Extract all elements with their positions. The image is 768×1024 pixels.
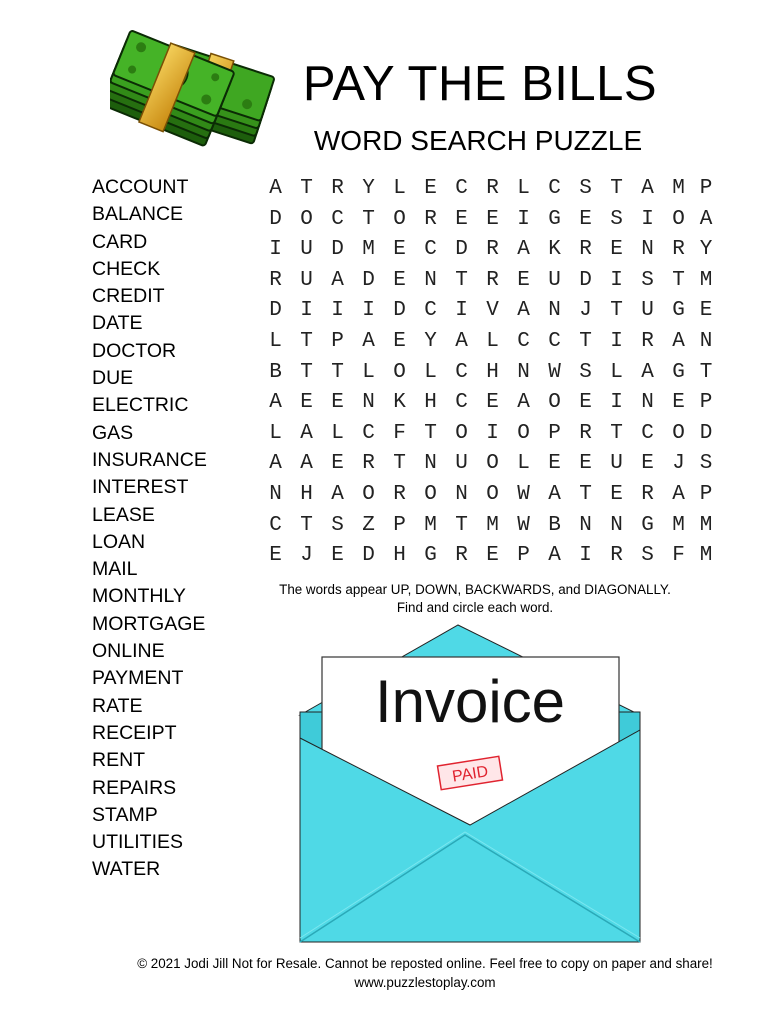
grid-letter[interactable]: D [362,268,375,292]
grid-letter[interactable]: C [455,177,468,200]
grid-letter[interactable]: E [300,391,313,415]
grid-letter[interactable]: A [269,452,282,476]
grid-row [260,296,718,327]
grid-letter[interactable]: I [300,299,313,323]
word-list-item: MAIL [92,558,138,581]
word-list-item: LEASE [92,503,155,526]
grid-letter[interactable]: D [455,238,468,262]
grid-letter[interactable]: L [362,360,375,384]
instructions-line-1: The words appear UP, DOWN, BACKWARDS, and DIAGONALLY. [279,582,671,597]
grid-letter[interactable]: O [393,360,406,384]
grid-letter[interactable]: A [672,329,685,353]
grid-letter[interactable]: R [610,544,623,568]
grid-letter[interactable]: W [548,360,561,384]
grid-row [260,174,718,205]
grid-letter[interactable]: S [699,452,713,476]
grid-letter[interactable]: R [269,268,282,292]
grid-letter[interactable]: N [424,452,437,476]
grid-letter[interactable]: A [517,391,530,415]
grid-letter[interactable]: L [517,177,530,200]
grid-letter[interactable]: L [517,452,530,476]
word-list-item: WATER [92,858,161,881]
grid-letter[interactable]: L [610,360,623,384]
word-list-item: INSURANCE [92,448,207,471]
grid-letter[interactable]: T [424,421,437,445]
grid-letter[interactable]: L [486,329,499,353]
grid-letter[interactable]: M [699,513,713,537]
grid-letter[interactable]: U [548,268,561,292]
grid-letter[interactable]: T [393,452,406,476]
grid-row [260,388,718,419]
letter-grid [260,174,718,572]
grid-letter[interactable]: R [486,238,499,262]
grid-letter[interactable]: C [424,299,437,323]
grid-letter[interactable]: I [517,207,530,231]
grid-row [260,235,718,266]
grid-letter[interactable]: G [641,513,654,537]
word-list-item: RECEIPT [92,721,177,744]
grid-letter[interactable]: E [610,238,623,262]
grid-letter[interactable]: M [672,177,685,200]
grid-letter[interactable]: J [300,544,313,568]
grid-letter[interactable]: E [486,544,499,568]
grid-letter[interactable]: K [548,238,561,262]
grid-letter[interactable]: T [699,360,713,384]
grid-row [260,327,718,358]
grid-letter[interactable]: R [641,482,654,506]
grid-letter[interactable]: B [269,360,282,384]
word-list-item: DOCTOR [92,339,177,362]
grid-letter[interactable]: O [486,452,499,476]
word-list-item: ELECTRIC [92,394,189,417]
copyright-notice: © 2021 Jodi Jill Not for Resale. Cannot be reposted online. Feel free to copy on paper and share! [137,956,713,971]
grid-letter[interactable]: I [486,421,499,445]
grid-letter[interactable]: R [579,421,592,445]
grid-letter[interactable]: M [699,268,713,292]
grid-letter[interactable]: C [548,329,561,353]
grid-letter[interactable]: Y [362,177,375,200]
word-list-item: DUE [92,367,134,390]
word-list-item: CHECK [92,257,161,280]
grid-letter[interactable]: D [362,544,375,568]
word-list-item: REPAIRS [92,776,177,799]
grid-letter[interactable]: E [455,207,468,231]
word-list-item: GAS [92,421,134,444]
grid-letter[interactable]: S [579,177,592,200]
grid-letter[interactable]: M [672,513,685,537]
grid-letter[interactable]: A [548,482,561,506]
grid-letter[interactable]: L [331,421,344,445]
word-list-item: ACCOUNT [92,176,189,198]
word-list-item: ONLINE [92,640,165,663]
grid-letter[interactable]: J [579,299,592,323]
grid-letter[interactable]: R [672,238,685,262]
grid-letter[interactable]: N [362,391,375,415]
grid-letter[interactable]: D [699,421,713,445]
grid-letter[interactable]: A [331,482,344,506]
grid-letter[interactable]: O [300,207,313,231]
grid-letter[interactable]: L [393,177,406,200]
grid-letter[interactable]: A [699,207,713,231]
grid-row [260,449,718,480]
grid-letter[interactable]: E [393,268,406,292]
grid-letter[interactable]: T [579,482,592,506]
word-list-item: BALANCE [92,203,184,226]
grid-letter[interactable]: R [455,544,468,568]
grid-letter[interactable]: F [672,544,685,568]
grid-letter[interactable]: I [579,544,592,568]
word-list-item: PAYMENT [92,667,184,690]
grid-letter[interactable]: Y [699,238,713,262]
envelope-invoice-illustration [295,620,645,945]
grid-letter[interactable]: O [424,482,437,506]
grid-letter[interactable]: A [269,177,282,200]
instructions [230,581,720,617]
word-list [92,174,207,884]
grid-letter[interactable]: P [548,421,561,445]
grid-letter[interactable]: R [641,329,654,353]
grid-row [260,480,718,511]
grid-letter[interactable]: P [699,391,713,415]
grid-letter[interactable]: R [579,238,592,262]
grid-letter[interactable]: C [455,360,468,384]
grid-letter[interactable]: O [393,207,406,231]
grid-letter[interactable]: G [548,207,561,231]
grid-letter[interactable]: D [331,238,344,262]
grid-letter[interactable]: A [641,177,654,200]
grid-letter[interactable]: I [610,391,623,415]
word-list-item: LOAN [92,530,146,553]
grid-letter[interactable]: N [610,513,623,537]
grid-letter[interactable]: E [610,482,623,506]
paid-stamp: PAID [451,763,490,786]
grid-letter[interactable]: N [699,329,713,353]
website-link[interactable]: www.puzzlestoplay.com [354,975,496,990]
grid-letter[interactable]: E [269,544,282,568]
grid-letter[interactable]: E [672,391,685,415]
grid-letter[interactable]: T [300,513,313,537]
grid-letter[interactable]: T [455,268,468,292]
grid-letter[interactable]: I [641,207,654,231]
grid-letter[interactable]: C [331,207,344,231]
grid-letter[interactable]: D [579,268,592,292]
grid-letter[interactable]: L [424,360,437,384]
grid-letter[interactable]: E [486,207,499,231]
grid-letter[interactable]: C [517,329,530,353]
word-list-item: RATE [92,694,143,717]
grid-letter[interactable]: R [486,177,499,200]
grid-letter[interactable]: D [269,207,282,231]
invoice-text: Invoice [374,668,566,735]
grid-letter[interactable]: A [517,299,530,323]
grid-letter[interactable]: A [517,238,530,262]
grid-letter[interactable]: T [579,329,592,353]
grid-letter[interactable]: S [579,360,592,384]
grid-letter[interactable]: N [269,482,282,506]
grid-letter[interactable]: T [610,421,623,445]
grid-letter[interactable]: U [455,452,468,476]
grid-letter[interactable]: O [455,421,468,445]
grid-letter[interactable]: W [517,482,530,506]
grid-letter[interactable]: M [486,513,499,537]
grid-letter[interactable]: O [672,207,685,231]
grid-letter[interactable]: G [424,544,437,568]
money-stack-icon [110,22,300,162]
grid-letter[interactable]: T [300,177,313,200]
grid-letter[interactable]: E [486,391,499,415]
grid-letter[interactable]: R [486,268,499,292]
grid-letter[interactable]: A [548,544,561,568]
grid-letter[interactable]: E [331,391,344,415]
grid-letter[interactable]: T [672,268,685,292]
grid-letter[interactable]: A [269,391,282,415]
grid-letter[interactable]: J [672,452,685,476]
grid-letter[interactable]: Y [424,329,437,353]
grid-letter[interactable]: E [579,391,592,415]
grid-letter[interactable]: D [393,299,406,323]
grid-letter[interactable]: M [699,544,713,568]
grid-letter[interactable]: N [517,360,530,384]
grid-letter[interactable]: I [610,268,623,292]
grid-letter[interactable]: I [269,238,282,262]
grid-letter[interactable]: T [610,177,623,200]
grid-letter[interactable]: S [610,207,623,231]
grid-letter[interactable]: B [548,513,561,537]
grid-letter[interactable]: A [300,452,313,476]
grid-letter[interactable]: A [362,329,375,353]
grid-letter[interactable]: Z [362,513,375,537]
grid-letter[interactable]: U [610,452,623,476]
word-list-item: RENT [92,749,146,772]
word-list-item: UTILITIES [92,831,184,854]
grid-letter[interactable]: E [579,452,592,476]
grid-letter[interactable]: W [517,513,530,537]
grid-letter[interactable]: E [641,452,654,476]
grid-letter[interactable]: T [300,329,313,353]
grid-letter[interactable]: S [331,513,344,537]
grid-letter[interactable]: A [641,360,654,384]
grid-row [260,266,718,297]
grid-letter[interactable]: N [455,482,468,506]
grid-letter[interactable]: E [548,452,561,476]
grid-row [260,205,718,236]
grid-letter[interactable]: C [548,177,561,200]
word-list-item: MORTGAGE [92,612,206,635]
grid-letter[interactable]: U [300,268,313,292]
grid-letter[interactable]: N [548,299,561,323]
grid-row [260,541,718,572]
grid-letter[interactable]: P [517,544,530,568]
grid-letter[interactable]: T [610,299,623,323]
word-list-item: MONTHLY [92,585,186,608]
grid-letter[interactable]: R [393,482,406,506]
grid-letter[interactable]: S [641,268,654,292]
grid-letter[interactable]: E [331,544,344,568]
grid-letter[interactable]: C [362,421,375,445]
grid-letter[interactable]: K [393,391,406,415]
instructions-line-2: Find and circle each word. [396,600,554,615]
grid-letter[interactable]: E [699,299,713,323]
grid-letter[interactable]: I [362,299,375,323]
grid-letter[interactable]: E [424,177,437,200]
grid-letter[interactable]: S [641,544,654,568]
grid-letter[interactable]: P [393,513,406,537]
page-title: PAY THE BILLS [302,57,658,111]
grid-letter[interactable]: O [362,482,375,506]
word-list-item: DATE [92,312,143,335]
grid-letter[interactable]: P [331,329,344,353]
grid-letter[interactable]: G [672,360,685,384]
grid-letter[interactable]: H [424,391,437,415]
grid-letter[interactable]: A [331,268,344,292]
page-subtitle: WORD SEARCH PUZZLE [313,125,643,156]
grid-letter[interactable]: E [579,207,592,231]
grid-letter[interactable]: N [641,238,654,262]
grid-letter[interactable]: M [424,513,437,537]
grid-letter[interactable]: I [455,299,468,323]
grid-letter[interactable]: U [300,238,313,262]
grid-letter[interactable]: E [517,268,530,292]
grid-letter[interactable]: C [455,391,468,415]
grid-letter[interactable]: L [269,421,282,445]
grid-letter[interactable]: T [300,360,313,384]
grid-letter[interactable]: A [300,421,313,445]
grid-letter[interactable]: R [331,177,344,200]
grid-letter[interactable]: T [455,513,468,537]
grid-letter[interactable]: F [393,421,406,445]
grid-letter[interactable]: R [362,452,375,476]
word-list-item: STAMP [92,803,158,826]
grid-row [260,419,718,450]
grid-letter[interactable]: N [641,391,654,415]
grid-letter[interactable]: L [269,329,282,353]
grid-letter[interactable]: G [672,299,685,323]
grid-letter[interactable]: O [672,421,685,445]
grid-letter[interactable]: D [269,299,282,323]
grid-letter[interactable]: A [672,482,685,506]
grid-letter[interactable]: N [424,268,437,292]
grid-letter[interactable]: T [331,360,344,384]
grid-letter[interactable]: H [393,544,406,568]
word-list-item: INTEREST [92,476,189,499]
grid-letter[interactable]: P [699,482,713,506]
grid-letter[interactable]: O [517,421,530,445]
grid-letter[interactable]: E [331,452,344,476]
grid-letter[interactable]: I [610,329,623,353]
grid-letter[interactable]: C [269,513,282,537]
grid-letter[interactable]: E [393,329,406,353]
grid-letter[interactable]: H [300,482,313,506]
grid-letter[interactable]: C [641,421,654,445]
grid-letter[interactable]: U [641,299,654,323]
grid-letter[interactable]: A [455,329,468,353]
grid-letter[interactable]: M [362,238,375,262]
grid-letter[interactable]: V [486,299,499,323]
grid-letter[interactable]: O [548,391,561,415]
grid-letter[interactable]: N [579,513,592,537]
grid-letter[interactable]: E [393,238,406,262]
word-list-item: CARD [92,230,148,253]
grid-letter[interactable]: T [362,207,375,231]
grid-letter[interactable]: C [424,238,437,262]
grid-letter[interactable]: H [486,360,499,384]
grid-letter[interactable]: R [424,207,437,231]
grid-letter[interactable]: O [486,482,499,506]
grid-letter[interactable]: P [699,177,713,200]
word-list-item: CREDIT [92,285,165,308]
grid-letter[interactable]: I [331,299,344,323]
grid-row [260,511,718,542]
grid-row [260,358,718,389]
